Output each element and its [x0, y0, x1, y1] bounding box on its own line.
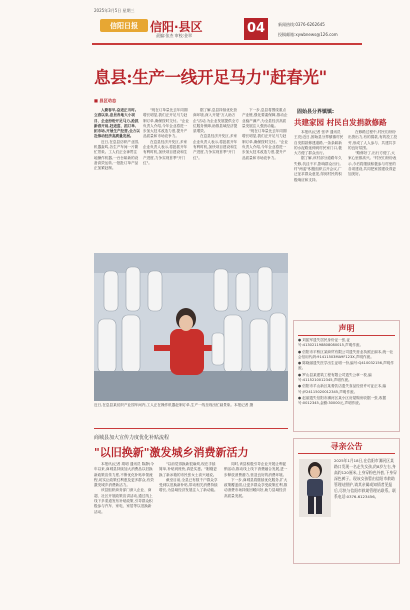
- notices-box: [293, 320, 400, 432]
- search-notice-box: [293, 438, 400, 564]
- side-col-1: [294, 130, 344, 306]
- issue-date: 2025年3月5日 星期三: [94, 8, 135, 13]
- masthead: [0, 0, 410, 46]
- paper-logo: 信阳日报: [100, 19, 148, 32]
- notices-title: 声明: [338, 324, 355, 333]
- hotline: 新闻热线:0376-6262645: [278, 22, 325, 27]
- masthead-rule: [92, 43, 362, 45]
- search-notice-text: 2025年1月18日,在信阳市浉河区某路口发现一名走失女孩,约8岁左右,身高约120厘米,上身穿粉色外套,下身穿深色裤子。现该女孩暂由信阳市救助管理站照护,请其亲属或知情者见报后,尽快与信阳市救助管理站联系。联系电话:0376-6123456。: [334, 458, 397, 499]
- bottom-paragraph: "以前觉得换新很麻烦,现在手续简单,补贴到账快,真是实惠。"刚刚更换了新冰箱的市民张女士高兴地说。: [159, 462, 217, 477]
- section-name: 信阳·县区: [150, 20, 203, 34]
- tag-icon: ■: [94, 98, 100, 103]
- headline: 息县:生产一线开足马力"赶春光": [94, 68, 327, 87]
- notice-item: ● 刘振军遗失居民身份证一张,证号:413021198808080015,声明作废。: [298, 338, 364, 348]
- main-paragraph: 下一步,息县将围绕重点产业链,强化要素保障,推动企业稳产满产,为全县经济高质量发展注入强劲动能。: [242, 108, 288, 128]
- side-paragraph: 据了解,该村部分道路年久失修,坑洼不平,影响群众出行。村"两委"积极组织召开会议,广泛征求群众意见,得到村民的积极响应和支持。: [294, 156, 344, 182]
- main-paragraph: 近日,在息县纺织产业园,机器轰鸣,各生产车间一片繁忙景象。工人们正全神贯注地操作机器,一台台崭新的设备高效运转,一批批订单产品正加紧赶制。: [94, 139, 140, 171]
- search-notice-rule: [298, 453, 395, 454]
- side-article-tag: 固始县分界镇镇:: [297, 109, 335, 115]
- editor-line: 责编:张杰 审校:金翠: [156, 33, 192, 38]
- notice-item: ● 赵丽遗失信阳市浉河区某小区房屋购房收据一张,收据号:0012345,金额:30000元,声明作废。: [298, 395, 387, 406]
- main-paragraph: "现在订单量比去年同期增长明显,我们正开足马力赶制订单,确保按时交付。"企业负责人介绍,今年企业将进一步加大技术改造力度,提升产品质量和市场竞争力。: [242, 129, 288, 160]
- notice-item: ● 陈晓丽遗失医学出生证明一份,编号:Q410032156,声明作废。: [298, 361, 394, 371]
- contact-email: 投稿邮箱:xywbnews@126.com: [278, 32, 338, 37]
- main-col-3: [193, 108, 239, 252]
- factory-photo: [94, 253, 288, 401]
- main-paragraph: "现在订单量比去年同期增长明显,我们正开足马力赶制订单,确保按时交付。"企业负责人介绍,今年企业将进一步加大技术改造力度,提升产品质量和市场竞争力。: [143, 108, 189, 139]
- page-number-box: 04: [244, 18, 268, 40]
- side-article-title: 共建家园 村民自发捐款修路: [294, 118, 387, 127]
- main-paragraph: 在息县经济开发区,多家企业负责人表示,将抢抓开年有利时机,加快项目建设和生产进度,力争实现首季"开门红"。: [193, 134, 238, 160]
- bottom-paragraph: 本报讯(记者 胡明 通讯员 陈静)今年以来,商城县持续加大消费品以旧换新政策宣传力度,不断优化补贴申领流程,切实让政策红利惠及更多群众,有效激发城乡消费新活力。: [94, 462, 154, 488]
- bottom-paragraph: 该县组织商务部门深入企业、商超、社区开展政策宣讲活动,通过线上线下多渠道发布补贴政策,引导群众积极参与汽车、家电、家居等以旧换新活动。: [94, 488, 153, 514]
- bottom-article-rule: [94, 428, 288, 429]
- side-col-2: [348, 130, 398, 306]
- child-photo: [299, 459, 331, 517]
- child-figure: [299, 459, 331, 517]
- notices-list: [298, 338, 396, 430]
- main-col-2: [143, 108, 190, 252]
- notice-item: ● 信阳市羊山新区某餐饮店遗失食品经营许可证正本,编号:JY24115020012345,声明作废。: [298, 384, 387, 394]
- section-tag: ■ 县区动态: [94, 98, 117, 103]
- bottom-col-3: [224, 462, 288, 564]
- bottom-article-kicker: 商城县加大宣传力度优化补贴流程: [94, 435, 170, 441]
- bottom-paragraph: 截至目前,全县已有数千户群众享受到以旧换新补贴,带动相关消费持续增长,为县域经济发展注入了新动能。: [159, 477, 218, 493]
- bottom-col-2: [159, 462, 219, 564]
- main-col-1: [94, 108, 140, 252]
- bottom-paragraph: 下一步,商城县将继续优化服务,扩大政策覆盖面,让更多群众享受政策红利,推动消费市场持续回暖向好,助力县域经济高质量发展。: [224, 477, 288, 498]
- main-paragraph: 在息县经济开发区,多家企业负责人表示,将抢抓开年有利时机,加快项目建设和生产进度,力争实现首季"开门红"。: [143, 139, 188, 165]
- side-paragraph: 本报讯(记者 张华 通讯员 王亮)近日,固始县分界镇镇村民自发捐款修建道路,一条条崭新的水泥路延伸到村民家门口,极大方便了群众出行。: [294, 130, 344, 156]
- side-paragraph: "路修好了,出行方便了,大家心里都高兴。"村民们纷纷表示,今后将继续积极参与村里的各项建设,共同把家园建设得更加美好。: [348, 151, 397, 177]
- bottom-paragraph: 同时,该县积极引导企业开展让利促销活动,推动线上线下消费融合发展,进一步释放消费潜力,营造良好的消费环境。: [224, 462, 288, 477]
- main-intro: 入勤春早,奋进正当时。立春以来,息县各地大小项目、企业纷纷开足马力,抢抓新春开局,赶进度、抓订单、拓市场,开展生产经营,全力以赴推动经济高质量发展。: [94, 108, 140, 139]
- spools-illustration: [94, 253, 288, 401]
- side-paragraph: 在修路过程中,村民们纷纷出资出力,有的捐款,有的投工投劳,形成了人人参与、共建共享的良好氛围。: [348, 130, 398, 150]
- search-notice-title: 寻亲公告: [330, 442, 363, 451]
- notice-item: ● 罗山县某建筑工程有限公司遗失公章一枚,编号:4115210012345,声明作废。: [298, 372, 372, 383]
- photo-caption: 近日,在息县某纺织产业园车间内,工人正在操作机器赶制订单,生产一线呈现出忙碌景象。本报记者 摄: [94, 403, 254, 407]
- main-col-4: [242, 108, 288, 252]
- bottom-col-1: [94, 462, 154, 564]
- notice-item: ● 信阳市平桥区某商贸有限公司遗失营业执照正副本,统一社会信用代码:91411503MA9F123X,声明作废。: [298, 349, 394, 359]
- main-paragraph: 据了解,息县持续优化营商环境,深入开展"万人助万企"活动,为企业发展提供全方位服务保障,助推县域经济提质增效。: [193, 108, 239, 134]
- bottom-article-title: "以旧换新"激发城乡消费新活力: [94, 446, 249, 459]
- notices-title-rule: [298, 335, 395, 336]
